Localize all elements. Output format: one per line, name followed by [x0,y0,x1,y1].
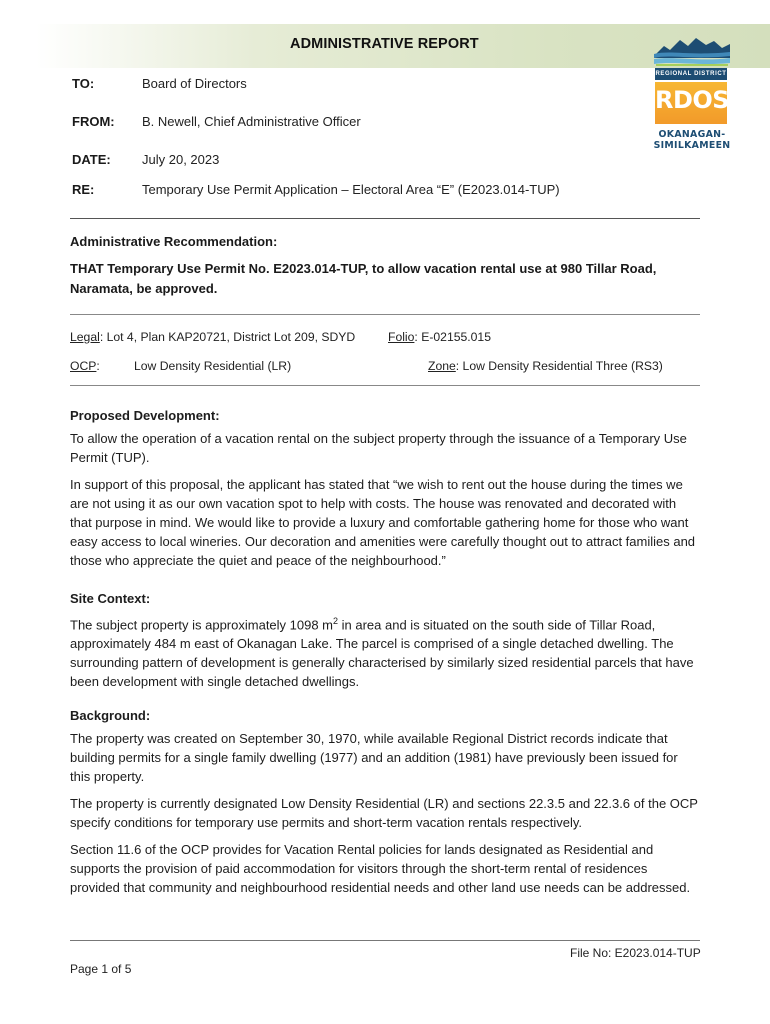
recommendation-heading: Administrative Recommendation: [70,234,278,249]
logo-mark-text: RDOS [655,86,730,114]
paragraph: In support of this proposal, the applicant has stated that “we wish to rent out the house during the times we are not using it as our own vacation spot to help with costs. The house was renovated and decorated with that purpose in mind. We would like to provide a luxury and comfortable gathering home for those who want easy access to local wineries. Our decoration and amenities were carefully thought out to attract families and those who appreciate the quiet and peace of the neighbourhood.” [70,477,696,568]
legal-value: : Lot 4, Plan KAP20721, District Lot 209, SDYD [99,330,356,344]
logo-line-1: OKANAGAN- [658,129,726,140]
meta-label: FROM: [72,114,115,129]
mountain-lake-icon [650,32,734,68]
recommendation-text: THAT Temporary Use Permit No. E2023.014-TUP, to allow vacation rental use at 980 Tillar Road, Naramata, be approved. [70,261,657,296]
paragraph [70,612,700,691]
paragraph: The property was created on September 30, 1970, while available Regional District records indicate that building permits for a single family dwelling (1977) and an addition (1981) have previously been issued for this property. [70,731,678,784]
page-number: Page 1 of 5 [70,962,132,976]
divider [70,385,700,386]
superscript: 2 [333,616,339,626]
file-number: File No: E2023.014-TUP [570,946,701,960]
zone-label: Zone [428,359,456,373]
footer-divider [70,940,700,941]
paragraph: To allow the operation of a vacation rental on the subject property through the issuance of a Temporary Use Permit (TUP). [70,431,687,465]
zone-field [428,359,663,373]
paragraph: The property is currently designated Low Density Residential (LR) and sections 22.3.5 and 22.3.6 of the OCP specify conditions for temporary use permits and short-term vacation rentals respectively. [70,796,698,830]
folio-value: : E-02155.015 [414,330,491,344]
section-heading: Proposed Development: [70,408,220,423]
logo-banner: REGIONAL DISTRICT [655,68,727,80]
proposed-development-section [70,406,700,570]
meta-value: B. Newell, Chief Administrative Officer [142,114,361,129]
meta-value: Board of Directors [142,76,247,91]
paragraph-part: The subject property is approximately 1098 m [70,617,334,633]
meta-label: RE: [72,182,95,197]
meta-label: TO: [72,76,95,91]
legal-field [70,330,355,344]
logo-line-2: SIMILKAMEEN [653,140,731,151]
section-heading: Background: [70,708,151,723]
meta-value: July 20, 2023 [142,152,220,167]
background-section [70,706,700,897]
logo-mark [655,82,730,124]
paragraph: Section 11.6 of the OCP provides for Vacation Rental policies for lands designated as Residential and supports the provision of paid accommodation for visitors through the short-term rental of residences provided that community and neighbourhood residential needs and other land use needs can be addressed. [70,842,691,895]
site-context-section [70,589,700,691]
ocp-label: OCP [70,359,97,373]
ocp-value: Low Density Residential (LR) [134,359,292,373]
ocp-field [70,359,100,373]
meta-value: Temporary Use Permit Application – Electoral Area “E” (E2023.014-TUP) [142,182,560,197]
folio-field [388,330,491,344]
rdos-logo [650,32,734,154]
paragraph-part: in area and is situated on the south side of Tillar Road, approximately 484 m east of Okanagan Lake. The parcel is comprised of a single detached dwelling. The surrounding pattern of development is generally characterised by similarly sized residential parcels that have been development with single detached dwellings. [70,617,694,690]
report-title: ADMINISTRATIVE REPORT [290,36,479,52]
divider [70,218,700,219]
meta-label: DATE: [72,152,111,167]
section-heading: Site Context: [70,591,151,606]
divider [70,314,700,315]
legal-label: Legal [70,330,100,344]
folio-label: Folio [388,330,415,344]
ocp-colon: : [96,359,100,373]
zone-value: : Low Density Residential Three (RS3) [455,359,663,373]
